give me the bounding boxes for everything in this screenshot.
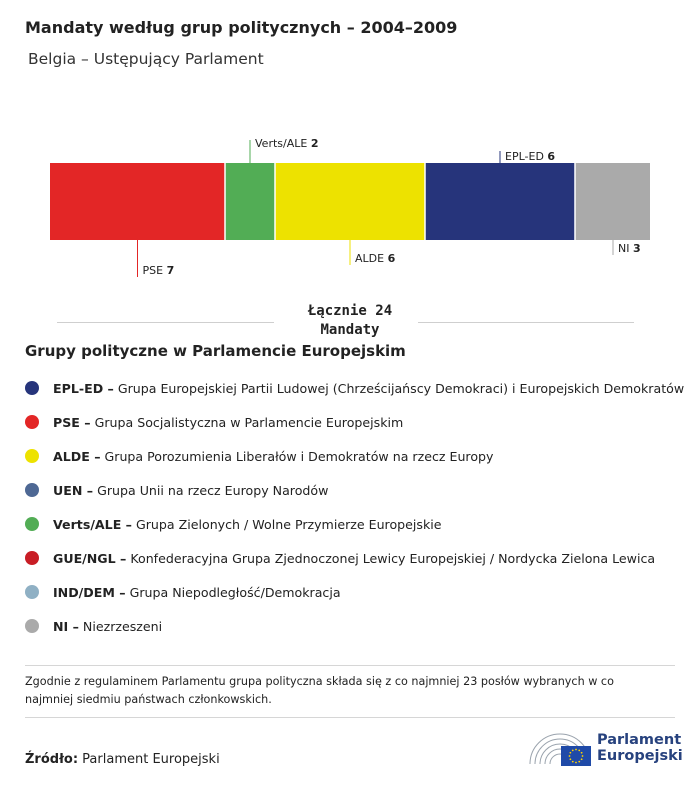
data-label-name: EPL-ED (505, 150, 548, 163)
legend-dot-icon (25, 619, 39, 633)
total-divider-left (57, 322, 274, 323)
legend-dot-icon (25, 517, 39, 531)
legend-abbr: Verts/ALE – (53, 516, 132, 532)
european-parliament-logo (527, 730, 683, 766)
legend-item (25, 439, 684, 473)
logo-text-line2: Europejski (597, 748, 683, 764)
legend (25, 371, 684, 643)
data-label-pse (143, 264, 175, 277)
data-label-name: Verts/ALE (255, 137, 311, 150)
legend-abbr: NI – (53, 618, 79, 634)
eu-star-icon (575, 762, 577, 764)
legend-dot-icon (25, 381, 39, 395)
legend-dot-icon (25, 415, 39, 429)
bar-segment-epl-ed (425, 163, 575, 240)
eu-star-icon (581, 752, 583, 754)
logo-text (597, 732, 683, 764)
total-seats (270, 302, 430, 340)
legend-desc: Niezrzeszeni (78, 618, 163, 634)
legend-desc: Grupa Niepodległość/Demokracja (125, 584, 341, 600)
data-label-alde (355, 252, 396, 265)
data-label-verts-ale (255, 137, 318, 150)
legend-abbr: GUE/NGL – (53, 550, 127, 566)
chart-title: Mandaty według grup politycznych – 2004–2009 (25, 18, 458, 37)
data-label-value: 2 (310, 137, 319, 150)
legend-heading: Grupy polityczne w Parlamencie Europejskim (25, 342, 406, 360)
bar-segment-ni (575, 163, 650, 240)
source-value: Parlament Europejski (82, 752, 220, 767)
legend-abbr: EPL-ED – (53, 380, 114, 396)
eu-star-icon (575, 749, 577, 751)
stacked-bar-chart (0, 130, 700, 280)
data-label-value: 7 (166, 264, 175, 277)
legend-dot-icon (25, 483, 39, 497)
eu-star-icon (578, 761, 580, 763)
legend-item (25, 405, 684, 439)
data-label-epl-ed (505, 150, 555, 163)
eu-star-icon (578, 749, 580, 751)
eu-star-icon (572, 761, 574, 763)
data-label-name: ALDE (355, 252, 388, 265)
note-divider-top (25, 665, 675, 666)
bar-segment-alde (275, 163, 425, 240)
legend-item (25, 473, 684, 507)
legend-abbr: PSE – (53, 414, 91, 430)
data-label-name: NI (618, 242, 633, 255)
total-divider-right (418, 322, 634, 323)
legend-desc: Grupa Unii na rzecz Europy Narodów (93, 482, 329, 498)
parliament-hemicycle-icon (527, 730, 593, 766)
source-label: Źródło: (25, 752, 79, 767)
bar-segment-verts-ale (225, 163, 275, 240)
legend-dot-icon (25, 449, 39, 463)
eu-star-icon (569, 758, 571, 760)
note-divider-bottom (25, 717, 675, 718)
total-seats-unit: Mandaty (320, 322, 380, 338)
legend-dot-icon (25, 551, 39, 565)
data-label-name: PSE (142, 264, 167, 277)
legend-dot-icon (25, 585, 39, 599)
legend-desc: Grupa Porozumienia Liberałów i Demokratów na rzecz Europy (100, 448, 494, 464)
legend-item (25, 575, 684, 609)
legend-item (25, 609, 684, 643)
legend-desc: Grupa Zielonych / Wolne Przymierze Europejskie (131, 516, 442, 532)
data-label-value: 3 (632, 242, 641, 255)
eu-star-icon (569, 752, 571, 754)
eu-star-icon (572, 749, 574, 751)
legend-item (25, 371, 684, 405)
legend-desc: Konfederacyjna Grupa Zjednoczonej Lewicy Europejskiej / Nordycka Zielona Lewica (126, 550, 656, 566)
legend-desc: Grupa Europejskiej Partii Ludowej (Chrześcijańscy Demokraci) i Europejskich Demokratów (113, 380, 685, 396)
eu-star-icon (581, 758, 583, 760)
data-label-value: 6 (387, 252, 396, 265)
total-seats-label: Łącznie 24 (307, 303, 393, 319)
legend-abbr: UEN – (53, 482, 94, 498)
legend-desc: Grupa Socjalistyczna w Parlamencie Europejskim (90, 414, 404, 430)
chart-subtitle: Belgia – Ustępujący Parlament (28, 50, 264, 68)
eu-star-icon (569, 755, 571, 757)
legend-item (25, 507, 684, 541)
legend-abbr: IND/DEM – (53, 584, 126, 600)
footnote: Zgodnie z regulaminem Parlamentu grupa polityczna składa się z co najmniej 23 posłów wybranych w co najmniej siedmiu państwach członkowskich. (25, 675, 614, 706)
eu-star-icon (582, 755, 584, 757)
legend-abbr: ALDE – (53, 448, 101, 464)
logo-text-line1: Parlament (597, 732, 682, 748)
data-label-value: 6 (547, 150, 556, 163)
source (25, 752, 220, 767)
data-label-ni (618, 242, 641, 255)
legend-item (25, 541, 684, 575)
bar-segment-pse (50, 163, 225, 240)
